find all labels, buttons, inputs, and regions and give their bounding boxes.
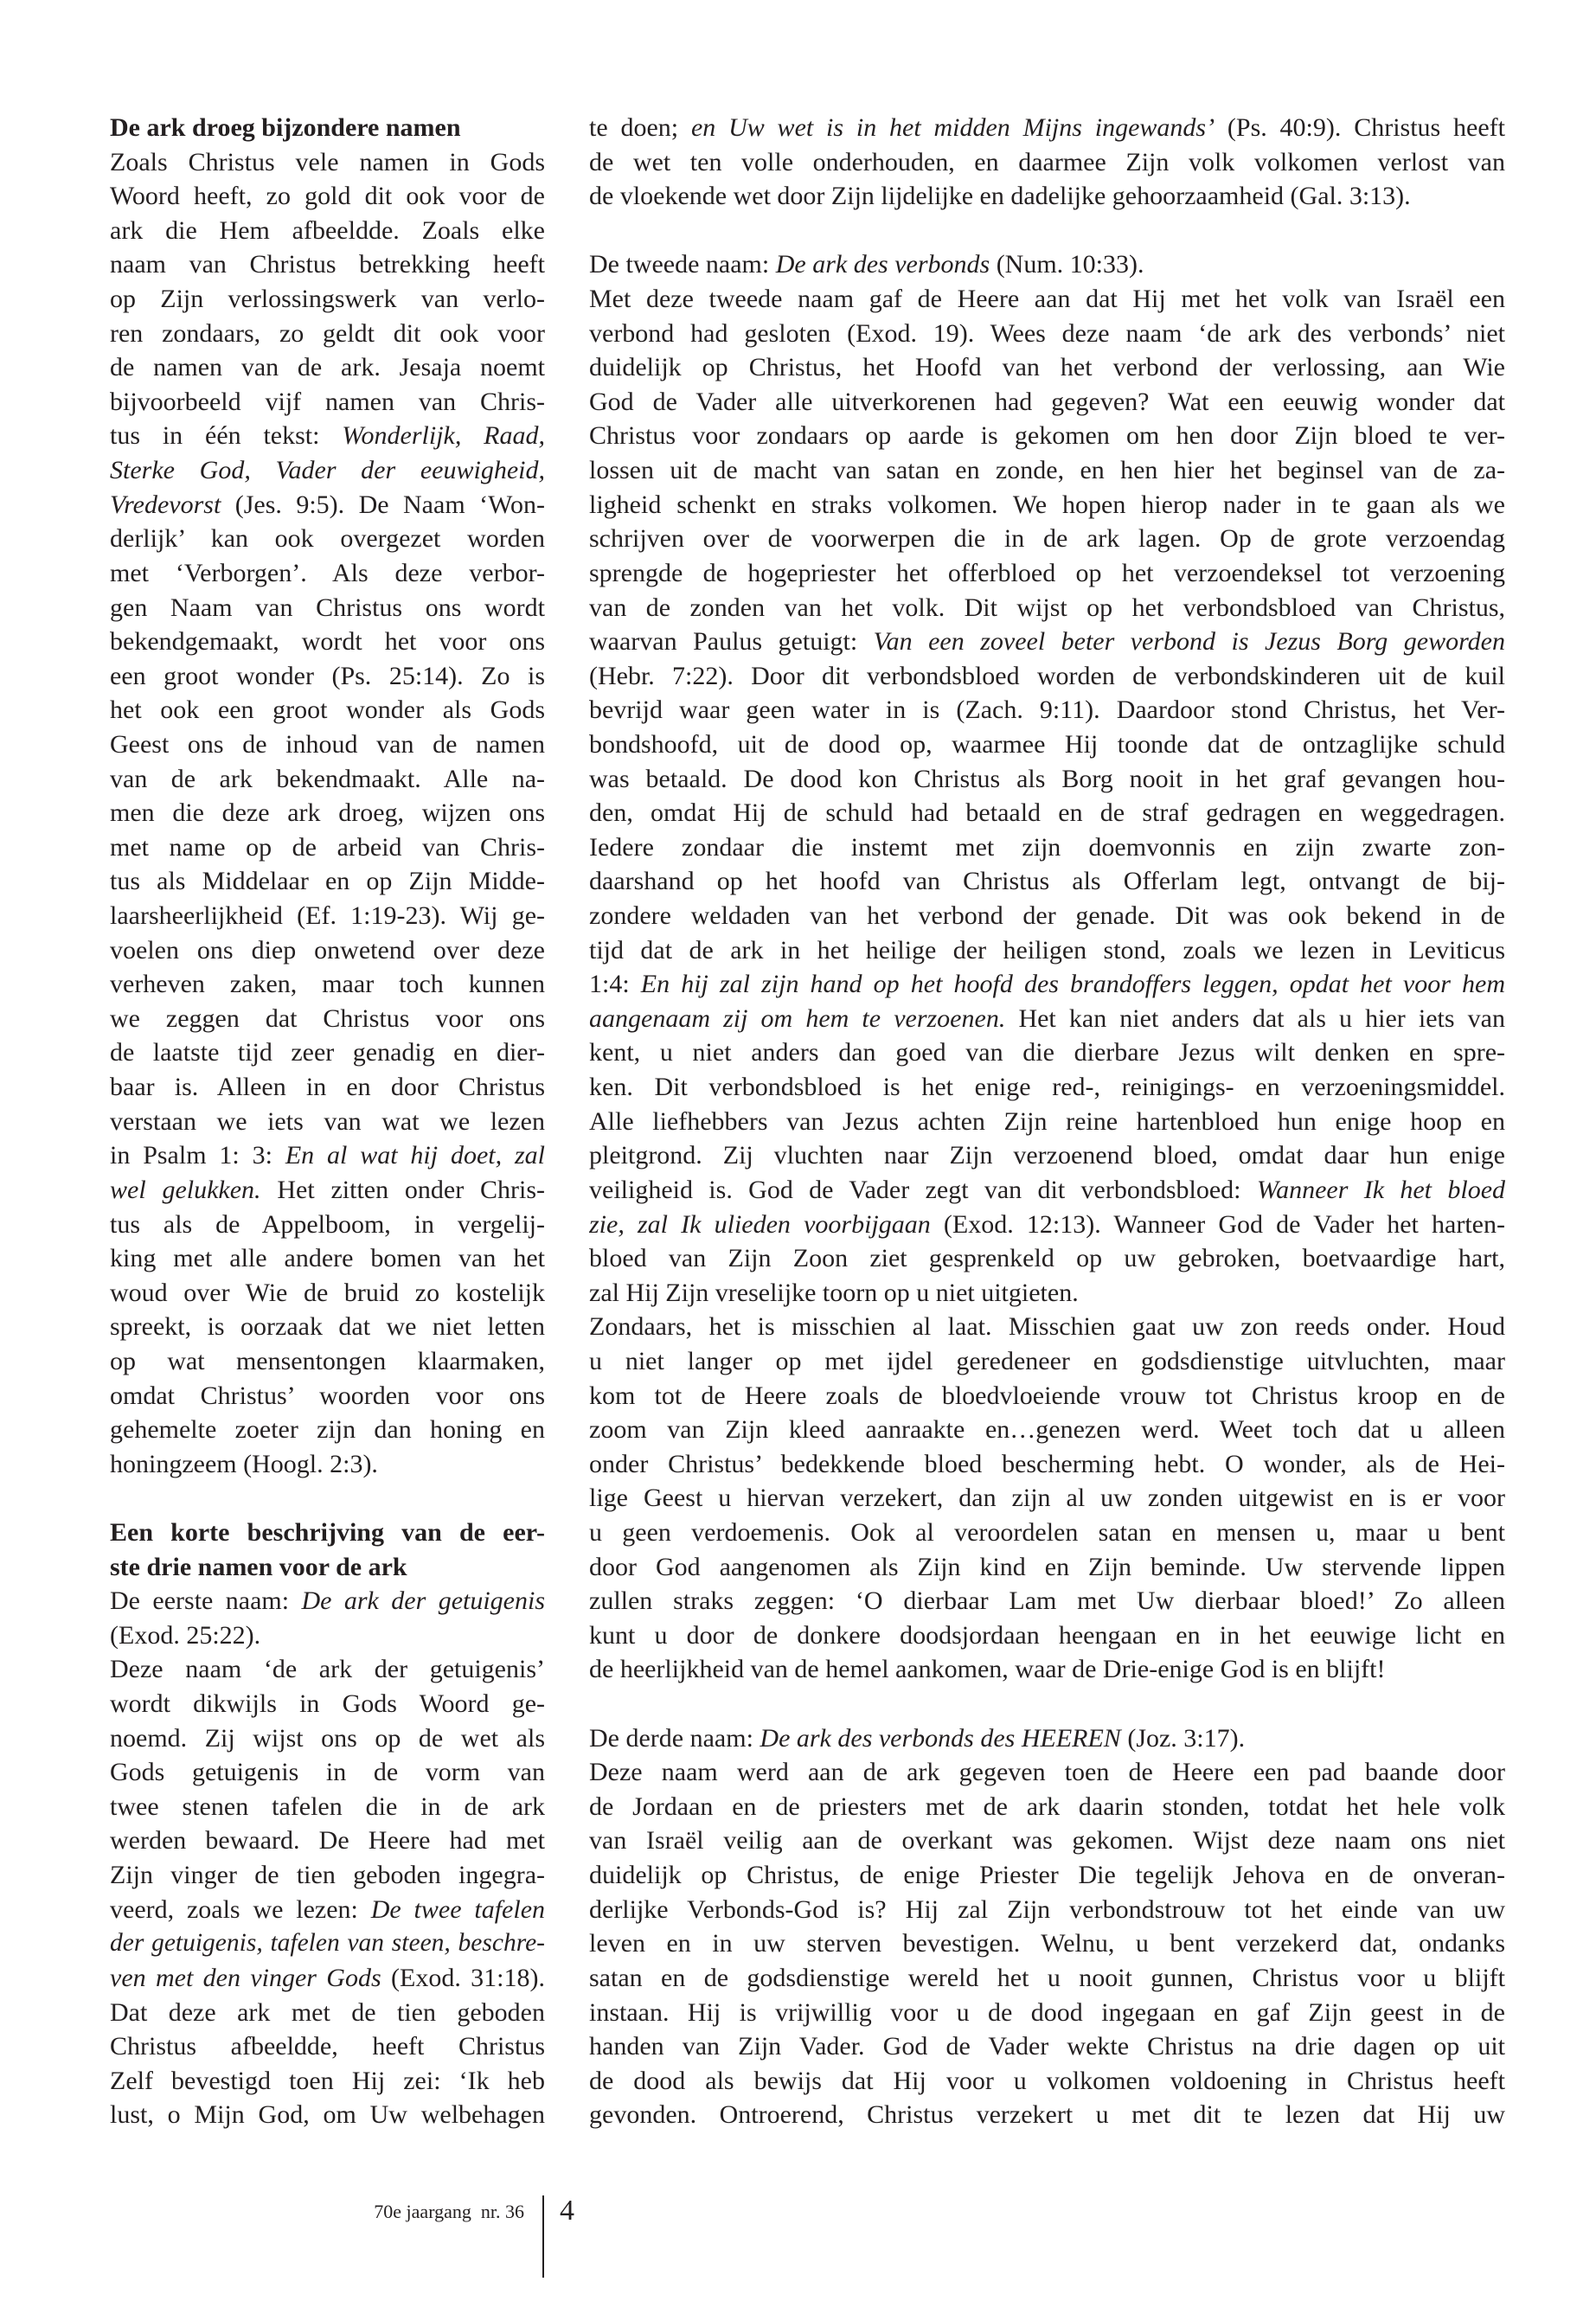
text-line: wordt dikwijls in Gods Woord ge- <box>110 1689 545 1719</box>
text-run: (Joz. 3:17). <box>1120 1723 1246 1753</box>
article-section <box>110 1516 545 2132</box>
text-run: te doen; <box>589 113 691 142</box>
text-line: we zeggen dat Christus voor ons <box>110 1003 545 1033</box>
text-line: Christus afbeeldde, heeft Christus <box>110 2032 545 2061</box>
text-line <box>110 1138 545 1173</box>
text-line <box>110 1173 545 1208</box>
text-line <box>110 1893 545 1927</box>
text-line: ken. Dit verbondsbloed is het enige red-, reinigings- en verzoeningsmiddel. <box>589 1073 1505 1102</box>
italic-quote: wel gelukken. <box>110 1175 261 1204</box>
paragraph <box>110 1584 545 1652</box>
text-line: satan en de godsdienstige wereld het u nooit gunnen, Christus voor u blijft <box>589 1963 1505 1992</box>
text-line: door God aangenomen als Zijn kind en Zijn beminde. Uw stervende lippen <box>589 1552 1505 1581</box>
text-line: de wet ten volle onderhouden, en daarmee Zijn volk volkomen verlost van <box>589 147 1505 176</box>
text-line: baar is. Alleen in en door Christus <box>110 1073 545 1102</box>
text-run: (Jes. 9:5). De Naam ‘Won- <box>221 490 545 519</box>
text-line: gehemelte zoeter zijn dan honing en <box>110 1415 545 1445</box>
text-line: u niet langer op met ijdel geredeneer en godsdienstige uitvluchten, maar <box>589 1346 1505 1375</box>
text-line: zoom van Zijn kleed aanraakte en…genezen werd. Weet toch dat u alleen <box>589 1415 1505 1445</box>
italic-quote: der getuigenis, tafelen van steen, beschre- <box>110 1929 545 1958</box>
text-line: op Zijn verlossingswerk van verlo- <box>110 285 545 314</box>
text-line: gevonden. Ontroerend, Christus verzekert u met dit te lezen dat Hij uw <box>589 2100 1505 2130</box>
text-line: woud over Wie de bruid zo kostelijk <box>110 1278 545 1307</box>
text-line: pleitgrond. Zij vluchten naar Zijn verzoenend bloed, omdat daar hun enige <box>589 1141 1505 1170</box>
text-line: God de Vader alle uitverkorenen had gegeven? Wat een eeuwig wonder dat <box>589 387 1505 416</box>
text-line: twee stenen tafelen die in de ark <box>110 1791 545 1821</box>
text-line: ren zondaars, zo geldt dit ook voor <box>110 318 545 348</box>
footer-publication-info: 70e jaargang nr. 36 <box>374 2201 524 2222</box>
text-run: (Exod. 31:18). <box>381 1963 545 1992</box>
paragraph <box>589 1310 1505 1687</box>
text-line: bondshoofd, uit de dood op, waarmee Hij toonde dat de ontzaglijke schuld <box>589 729 1505 759</box>
article-section <box>589 111 1505 214</box>
text-line: verbond had gesloten (Exod. 19). Wees deze naam ‘de ark des verbonds’ niet <box>589 318 1505 348</box>
text-line: omdat Christus’ woorden voor ons <box>110 1381 545 1410</box>
text-run: tus in één tekst: <box>110 421 343 451</box>
text-line: king met alle andere bomen van het <box>110 1244 545 1273</box>
article-section <box>110 111 545 1481</box>
paragraph <box>589 1755 1505 2132</box>
text-run: (Exod. 12:13). Wanneer God de Vader het harten- <box>930 1209 1505 1239</box>
text-run: veerd, zoals we lezen: <box>110 1894 371 1924</box>
text-line: een groot wonder (Ps. 25:14). Zo is <box>110 661 545 690</box>
text-line: naam van Christus betrekking heeft <box>110 250 545 279</box>
text-line: lige Geest u hiervan verzekert, dan zijn al uw zonden uitgewist en is er voor <box>589 1484 1505 1513</box>
paragraph <box>589 111 1505 214</box>
text-line: Zelf bevestigd toen Hij zei: ‘Ik heb <box>110 2066 545 2095</box>
text-line: noemd. Zij wijst ons op de wet als <box>110 1723 545 1753</box>
text-line <box>110 1584 545 1618</box>
italic-quote: De ark der getuigenis <box>301 1586 545 1616</box>
text-line: tus als Middelaar en op Zijn Midde- <box>110 867 545 896</box>
text-line: Woord heeft, zo gold dit ook voor de <box>110 182 545 211</box>
section-heading <box>110 111 545 145</box>
text-line: bekendgemaakt, wordt het voor ons <box>110 627 545 657</box>
text-line: Met deze tweede naam gaf de Heere aan dat Hij met het volk van Israël een <box>589 285 1505 314</box>
italic-quote: En hij zal zijn hand op het hoofd des brandoffers leggen, opdat het voor hem <box>640 970 1505 999</box>
text-line: zullen straks zeggen: ‘O dierbaar Lam met Uw dierbaar bloed!’ Zo alleen <box>589 1586 1505 1616</box>
italic-quote: Van een zoveel beter verbond is Jezus Borg geworden <box>873 627 1505 657</box>
text-line: de dood als bewijs dat Hij voor u volkomen voldoening in Christus heeft <box>589 2066 1505 2095</box>
text-line: op wat mensentongen klaarmaken, <box>110 1346 545 1375</box>
text-line <box>110 1926 545 1961</box>
text-run: De eerste naam: <box>110 1586 302 1616</box>
text-line: bijvoorbeeld vijf namen van Chris- <box>110 387 545 416</box>
text-line: bevrijd waar geen water in is (Zach. 9:11). Daardoor stond Christus, het Ver- <box>589 695 1505 725</box>
text-line <box>110 453 545 488</box>
text-line: Zijn vinger de tien geboden ingegra- <box>110 1861 545 1890</box>
text-line: Christus voor zondaars op aarde is gekomen om hen door Zijn bloed te ver- <box>589 421 1505 451</box>
text-line <box>589 625 1505 659</box>
text-run: De tweede naam: <box>589 250 776 279</box>
text-line: laarsheerlijkheid (Ef. 1:19-23). Wij ge- <box>110 901 545 931</box>
text-line: honingzeem (Hoogl. 2:3). <box>110 1449 378 1478</box>
text-line: Dat deze ark met de tien geboden <box>110 1997 545 2027</box>
footer-divider <box>542 2195 544 2278</box>
text-line: bloed van Zijn Zoon ziet gesprenkeld op uw gebroken, boetvaardige hart, <box>589 1244 1505 1273</box>
text-line: de Jordaan en de priesters met de ark daarin stonden, totdat het hele volk <box>589 1791 1505 1821</box>
italic-quote: De twee tafelen <box>370 1894 545 1924</box>
text-line: derlijke Verbonds-God is? Hij zal Zijn verbondstrouw tot het einde van uw <box>589 1894 1505 1924</box>
text-line <box>589 1002 1505 1036</box>
text-line: tijd dat de ark in het heilige der heiligen stond, zoals we lezen in Leviticus <box>589 935 1505 965</box>
right-column <box>589 111 1505 2132</box>
italic-quote: Wanneer Ik het bloed <box>1256 1175 1505 1204</box>
text-run: 1:4: <box>589 970 641 999</box>
text-line: zondere weldaden van het verbond der genade. Dit was ook bekend in de <box>589 901 1505 931</box>
italic-quote: ven met den vinger Gods <box>110 1963 381 1992</box>
paragraph <box>589 247 1505 282</box>
text-line: gen Naam van Christus ons wordt <box>110 593 545 622</box>
italic-quote: De ark des verbonds des HEEREN <box>760 1723 1121 1753</box>
italic-quote: Vredevorst <box>110 490 221 519</box>
text-line: ark die Hem afbeeldde. Zoals elke <box>110 215 545 245</box>
text-line: tus als de Appelboom, in vergelij- <box>110 1209 545 1239</box>
text-line: De ark droeg bijzondere namen <box>110 113 461 142</box>
text-line: derlijk’ kan ook overgezet worden <box>110 524 545 554</box>
text-run: veiligheid is. God de Vader zegt van dit verbondsbloed: <box>589 1175 1257 1204</box>
italic-quote: zie, zal Ik ulieden voorbijgaan <box>589 1209 931 1239</box>
text-line: Geest ons de inhoud van de namen <box>110 729 545 759</box>
text-line: Zoals Christus vele namen in Gods <box>110 147 545 176</box>
text-line: leven en in uw sterven bevestigen. Welnu, u bent verzekerd dat, ondanks <box>589 1929 1505 1958</box>
text-line: ligheid schenkt en straks volkomen. We hopen hierop nader in te gaan als we <box>589 490 1505 519</box>
text-line: Een korte beschrijving van de eer- <box>110 1517 545 1547</box>
italic-quote: Wonderlijk, Raad, <box>342 421 545 451</box>
text-line: verstaan we iets van wat we lezen <box>110 1106 545 1136</box>
italic-quote: en Uw wet is in het midden Mijns ingewands’ <box>690 113 1215 142</box>
page-number: 4 <box>560 2195 574 2227</box>
text-line: spreekt, is oorzaak dat we niet letten <box>110 1312 545 1342</box>
text-line: de namen van de ark. Jesaja noemt <box>110 353 545 382</box>
text-run: (Ps. 40:9). Christus heeft <box>1215 113 1505 142</box>
text-line: u geen verdoemenis. Ook al veroordelen satan en mensen u, maar u bent <box>589 1517 1505 1547</box>
left-column <box>110 111 545 2132</box>
paragraph <box>110 145 545 1482</box>
text-line: het ook een groot wonder als Gods <box>110 695 545 725</box>
section-heading <box>110 1516 545 1584</box>
text-run: Het kan niet anders dat als u hier iets van <box>1005 1003 1505 1033</box>
text-line: Alle liefhebbers van Jezus achten Zijn reine hartenbloed hun enige hoop en <box>589 1106 1505 1136</box>
article-section <box>589 247 1505 1687</box>
text-line: instaan. Hij is vrijwillig voor u de dood ingegaan en gaf Zijn geest in de <box>589 1997 1505 2027</box>
text-run: (Num. 10:33). <box>990 250 1144 279</box>
text-run: De derde naam: <box>589 1723 760 1753</box>
text-line: sprengde de hogepriester het offerbloed op het verzoendeksel tot verzoening <box>589 558 1505 587</box>
text-run: in Psalm 1: 3: <box>110 1141 285 1170</box>
text-line: met name op de arbeid van Chris- <box>110 832 545 862</box>
text-line: met ‘Verborgen’. Als deze verbor- <box>110 558 545 587</box>
text-line: Iedere zondaar die instemt met zijn doemvonnis en zijn zwarte zon- <box>589 832 1505 862</box>
text-line: men die deze ark droeg, wijzen ons <box>110 798 545 828</box>
text-line: Deze naam ‘de ark der getuigenis’ <box>110 1655 545 1684</box>
text-line <box>110 488 545 522</box>
text-line <box>589 1721 1505 1756</box>
text-line: handen van Zijn Vader. God de Vader wekte Christus na drie dagen op uit <box>589 2032 1505 2061</box>
text-line: duidelijk op Christus, het Hoofd van het verbond der verlossing, aan Wie <box>589 353 1505 382</box>
text-line <box>589 1208 1505 1242</box>
text-run: Het zitten onder Chris- <box>260 1175 545 1204</box>
text-line: ste drie namen voor de ark <box>110 1552 407 1581</box>
text-line: van de zonden van het volk. Dit wijst op het verbondsbloed van Christus, <box>589 593 1505 622</box>
italic-quote: En al wat hij doet, zal <box>285 1141 545 1170</box>
text-line <box>110 1961 545 1996</box>
text-line: de heerlijkheid van de hemel aankomen, waar de Drie-enige God is en blijft! <box>589 1655 1386 1684</box>
text-line: Gods getuigenis in de vorm van <box>110 1758 545 1787</box>
text-line: was betaald. De dood kon Christus als Borg nooit in het graf gevangen hou- <box>589 764 1505 793</box>
text-run: waarvan Paulus getuigt: <box>589 627 874 657</box>
text-line: verheven zaken, maar toch kunnen <box>110 970 545 999</box>
text-line: kent, u niet anders dan goed van die dierbare Jezus wilt denken en spre- <box>589 1038 1505 1067</box>
text-line: lust, o Mijn God, om Uw welbehagen <box>110 2100 545 2130</box>
text-line: lossen uit de macht van satan en zonde, en hen hier het beginsel van de za- <box>589 456 1505 485</box>
text-line: schrijven over de voorwerpen die in de ark lagen. Op de grote verzoendag <box>589 524 1505 554</box>
text-line: van Israël veilig aan de overkant was gekomen. Wijst deze naam ons niet <box>589 1826 1505 1856</box>
text-line: kunt u door de donkere doodsjordaan heengaan en in het eeuwige licht en <box>589 1620 1505 1650</box>
text-line: de laatste tijd zeer genadig en dier- <box>110 1038 545 1067</box>
article-section <box>589 1721 1505 2132</box>
text-line: (Exod. 25:22). <box>110 1620 261 1650</box>
text-line: duidelijk op Christus, de enige Priester Die tegelijk Jehova en de onveran- <box>589 1861 1505 1890</box>
text-line <box>589 967 1505 1002</box>
text-line: de vloekende wet door Zijn lijdelijke en dadelijke gehoorzaamheid (Gal. 3:13). <box>589 182 1411 211</box>
italic-quote: Sterke God, Vader der eeuwigheid, <box>110 456 545 485</box>
text-line <box>589 1173 1505 1208</box>
italic-quote: aangenaam zij om hem te verzoenen. <box>589 1003 1006 1033</box>
text-line: (Hebr. 7:22). Door dit verbondsbloed worden de verbondskinderen uit de kuil <box>589 661 1505 690</box>
text-line: daarshand op het hoofd van Christus als Offerlam legt, ontvangt de bij- <box>589 867 1505 896</box>
text-line <box>589 111 1505 145</box>
text-line: kom tot de Heere zoals de bloedvloeiende vrouw tot Christus kroop en de <box>589 1381 1505 1410</box>
text-line: werden bewaard. De Heere had met <box>110 1826 545 1856</box>
paragraph <box>589 282 1505 1310</box>
paragraph <box>589 1721 1505 1756</box>
text-line <box>110 419 545 453</box>
text-line <box>589 247 1505 282</box>
text-line: zal Hij Zijn vreselijke toorn op u niet uitgieten. <box>589 1278 1079 1307</box>
italic-quote: De ark des verbonds <box>775 250 990 279</box>
text-line: voelen ons diep onwetend over deze <box>110 935 545 965</box>
text-line: Zondaars, het is misschien al laat. Misschien gaat uw zon reeds onder. Houd <box>589 1312 1505 1342</box>
text-line: den, omdat Hij de schuld had betaald en de straf gedragen en weggedragen. <box>589 798 1505 828</box>
text-line: van de ark bekendmaakt. Alle na- <box>110 764 545 793</box>
text-line: onder Christus’ bedekkende bloed bescherming hebt. O wonder, als de Hei- <box>589 1449 1505 1478</box>
paragraph <box>110 1652 545 2132</box>
text-line: Deze naam werd aan de ark gegeven toen de Heere een pad baande door <box>589 1758 1505 1787</box>
